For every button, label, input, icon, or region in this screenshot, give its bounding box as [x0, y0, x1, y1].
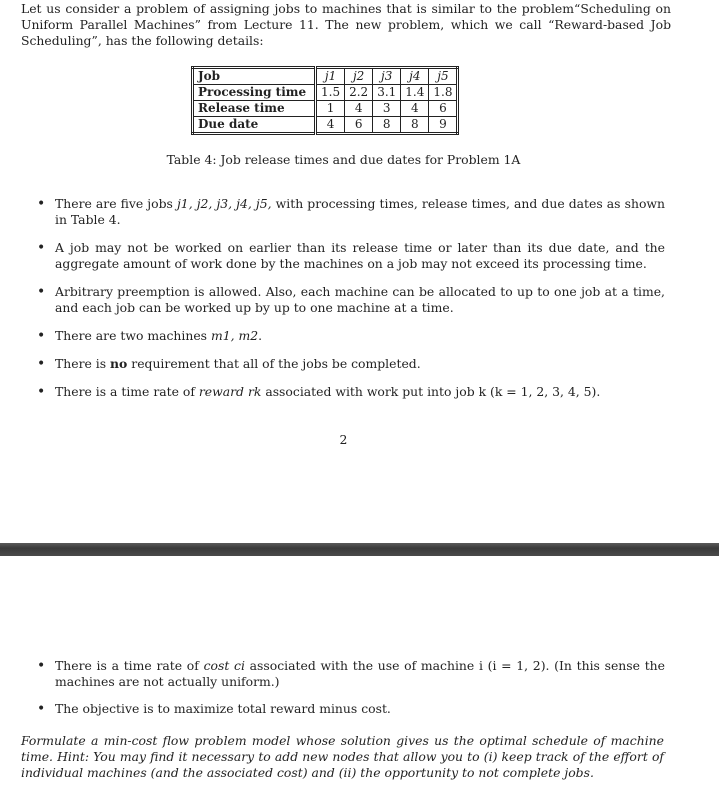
table-cell: 8 [373, 117, 401, 134]
table-cell: 4 [401, 101, 429, 117]
page-number: 2 [339, 432, 348, 447]
table-cell: 1.4 [401, 85, 429, 101]
list-item: • The objective is to maximize total reward minus cost. [37, 701, 665, 717]
table-cell: 4 [316, 117, 345, 134]
closing-paragraph: Formulate a min-cost flow problem model whose solution gives us the optimal schedule of machine time. Hint: You may find it necessary to add new nodes that allow you to (i) keep track of the effort of individual machines (and the associated cost) and (ii) the opportunity to not complete jobs. [21, 733, 664, 780]
row-label: Job [193, 68, 316, 85]
jobs-table-wrapper [191, 66, 459, 135]
page-divider [0, 543, 719, 556]
table-row [193, 68, 458, 85]
table-row [193, 117, 458, 134]
bullet-list-page-1 [37, 196, 665, 412]
list-item: • There is no requirement that all of the jobs be completed. [37, 356, 665, 372]
table-cell: 2.2 [345, 85, 373, 101]
list-item: • There is a time rate of cost ci associated with the use of machine i (i = 1, 2). (In this sense the machines are not actually uniform.) [37, 658, 665, 690]
intro-paragraph: Let us consider a problem of assigning jobs to machines that is similar to the problem“Scheduling on Uniform Parallel Machines” from Lecture 11. The new problem, which we call “Reward-based Job Scheduling”, has the following details: [21, 1, 671, 48]
job-header-cell: j1 [316, 68, 345, 85]
row-label: Release time [193, 101, 316, 117]
table-row [193, 85, 458, 101]
table-cell: 8 [401, 117, 429, 134]
table-cell: 1 [316, 101, 345, 117]
table-cell: 6 [429, 101, 458, 117]
jobs-table [191, 66, 459, 135]
job-header-cell: j3 [373, 68, 401, 85]
list-item: • There are five jobs j1, j2, j3, j4, j5, with processing times, release times, and due dates as shown in Table 4. [37, 196, 665, 228]
bullet-list-page-2 [37, 658, 665, 728]
table-cell: 1.5 [316, 85, 345, 101]
row-label: Due date [193, 117, 316, 134]
table-cell: 1.8 [429, 85, 458, 101]
table-cell: 3.1 [373, 85, 401, 101]
table-caption: Table 4: Job release times and due dates for Problem 1A [166, 152, 521, 167]
table-cell: 3 [373, 101, 401, 117]
row-label: Processing time [193, 85, 316, 101]
list-item: • There is a time rate of reward rk associated with work put into job k (k = 1, 2, 3, 4, 5). [37, 384, 665, 400]
table-cell: 6 [345, 117, 373, 134]
job-header-cell: j2 [345, 68, 373, 85]
table-cell: 9 [429, 117, 458, 134]
list-item: • There are two machines m1, m2. [37, 328, 665, 344]
list-item: • Arbitrary preemption is allowed. Also, each machine can be allocated to up to one job at a time, and each job can be worked up by up to one machine at a time. [37, 284, 665, 316]
table-cell: 4 [345, 101, 373, 117]
job-header-cell: j4 [401, 68, 429, 85]
job-header-cell: j5 [429, 68, 458, 85]
list-item: • A job may not be worked on earlier than its release time or later than its due date, and the aggregate amount of work done by the machines on a job may not exceed its processing time. [37, 240, 665, 272]
table-row [193, 101, 458, 117]
